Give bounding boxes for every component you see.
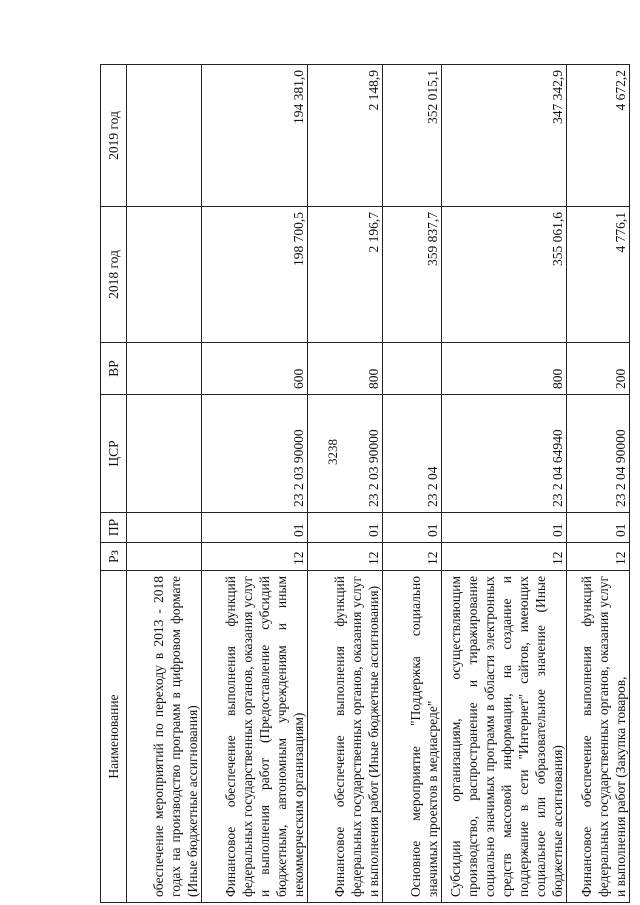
table-row <box>127 65 202 903</box>
table-row <box>383 65 441 903</box>
row-2019: 347 342,9 <box>441 65 566 207</box>
row-2018: 4 776,1 <box>566 207 629 343</box>
row-rz: 12 <box>308 543 383 571</box>
header-2019: 2019 год <box>101 65 127 207</box>
table-row <box>441 65 566 903</box>
row-csr <box>127 395 202 513</box>
row-name: Субсидии организациям, осуществляющим производство, распространение и тиражирование социально значимых программ в области электронных средств массовой информации, на создание и поддержание в сети "Интернет" сайтов, имеющих социальное или образовательное значение (Иные бюджетные ассигнования) <box>441 571 566 903</box>
row-rz: 12 <box>383 543 441 571</box>
row-2019: 2 148,9 <box>308 65 383 207</box>
row-2019: 194 381,0 <box>202 65 308 207</box>
row-2019 <box>127 65 202 207</box>
row-vr: 800 <box>308 343 383 395</box>
row-vr: 600 <box>202 343 308 395</box>
header-2018: 2018 год <box>101 207 127 343</box>
header-vr: ВР <box>101 343 127 395</box>
row-csr: 23 2 04 <box>383 395 441 513</box>
row-2018: 198 700,5 <box>202 207 308 343</box>
row-name: обеспечение мероприятий по переходу в 2013 - 2018 годах на производство программ в цифровом формате (Иные бюджетные ассигнования) <box>127 571 202 903</box>
row-2019: 4 672,2 <box>566 65 629 207</box>
row-rz: 12 <box>566 543 629 571</box>
row-pr: 01 <box>383 513 441 543</box>
header-row <box>101 65 127 903</box>
row-csr: 23 2 03 90000 <box>308 395 383 513</box>
row-vr: 200 <box>566 343 629 395</box>
row-pr: 01 <box>566 513 629 543</box>
row-2018 <box>127 207 202 343</box>
row-vr: 800 <box>441 343 566 395</box>
row-2018: 359 837,7 <box>383 207 441 343</box>
row-vr <box>127 343 202 395</box>
page-number: 3238 <box>325 439 340 465</box>
header-rz: Рз <box>101 543 127 571</box>
header-pr: ПР <box>101 513 127 543</box>
row-name: Финансовое обеспечение выполнения функций федеральных государственных органов, оказания услуг и выполнения работ (Предоставление субсидий бюджетным, автономным учреждениям и иным некоммерческим организациям) <box>202 571 308 903</box>
row-pr <box>127 513 202 543</box>
row-pr: 01 <box>441 513 566 543</box>
table-row <box>202 65 308 903</box>
table-row <box>308 65 383 903</box>
row-vr <box>383 343 441 395</box>
row-name: Финансовое обеспечение выполнения функций федеральных государственных органов, оказания услуг и выполнения работ (Закупка товаров, <box>566 571 629 903</box>
row-rz: 12 <box>202 543 308 571</box>
budget-sheet <box>100 65 630 903</box>
row-name: Основное мероприятие "Поддержка социально значимых проектов в медиасреде" <box>383 571 441 903</box>
row-rz <box>127 543 202 571</box>
row-csr: 23 2 04 90000 <box>566 395 629 513</box>
row-name: Финансовое обеспечение выполнения функций федеральных государственных органов, оказания услуг и выполнения работ (Иные бюджетные ассигнования) <box>308 571 383 903</box>
row-csr: 23 2 03 90000 <box>202 395 308 513</box>
row-pr: 01 <box>308 513 383 543</box>
row-csr: 23 2 04 64940 <box>441 395 566 513</box>
row-2019: 352 015,1 <box>383 65 441 207</box>
header-name: Наименование <box>101 571 127 903</box>
row-2018: 2 196,7 <box>308 207 383 343</box>
budget-table <box>100 64 630 903</box>
row-pr: 01 <box>202 513 308 543</box>
header-csr: ЦСР <box>101 395 127 513</box>
table-row <box>566 65 629 903</box>
row-2018: 355 061,6 <box>441 207 566 343</box>
row-rz: 12 <box>441 543 566 571</box>
